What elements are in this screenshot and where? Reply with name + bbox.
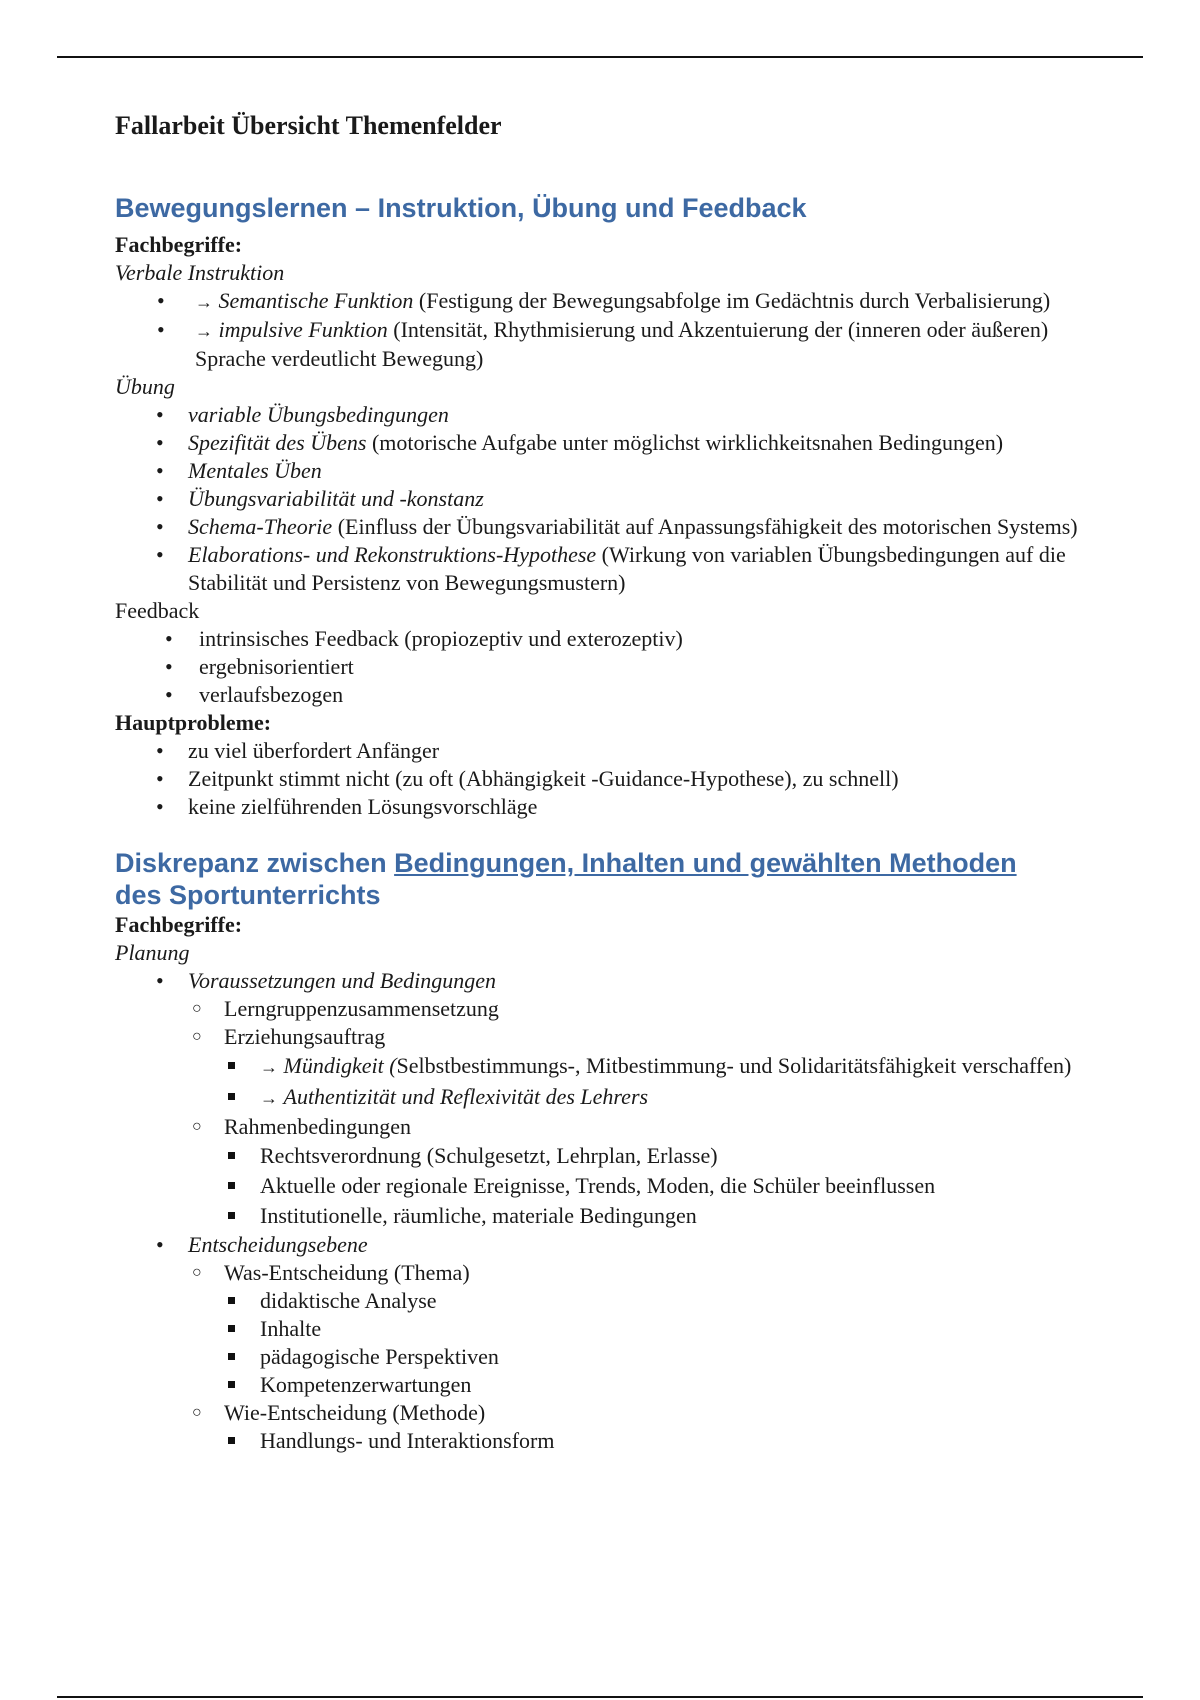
verbale-instruktion-label: Verbale Instruktion	[115, 260, 285, 285]
list-item: • ergebnisorientiert	[165, 654, 354, 679]
document-title: Fallarbeit Übersicht Themenfelder	[115, 111, 502, 140]
list-item: Rechtsverordnung (Schulgesetzt, Lehrplan, Erlasse)	[115, 1141, 1115, 1171]
list-item: • Zeitpunkt stimmt nicht (zu oft (Abhängigkeit -Guidance-Hypothese), zu schnell)	[156, 766, 899, 791]
list-item: → Authentizität und Reflexivität des Lehrers	[115, 1082, 1115, 1113]
list-item: Inhalte	[115, 1315, 1115, 1343]
top-rule	[57, 56, 1143, 58]
list-item: pädagogische Perspektiven	[115, 1343, 1115, 1371]
feedback-list	[115, 625, 1115, 709]
list-item: • variable Übungsbedingungen	[156, 402, 449, 427]
list-item: • Elaborations- und Rekonstruktions-Hypothese (Wirkung von variablen Übungsbedingungen auf die Stabilität und Persistenz von Bewegungsmustern)	[156, 542, 1066, 595]
document-page	[115, 110, 1115, 1455]
list-item: Institutionelle, räumliche, materiale Bedingungen	[115, 1201, 1115, 1231]
feedback-label: Feedback	[115, 598, 200, 623]
list-item: • Schema-Theorie (Einfluss der Übungsvariabilität auf Anpassungsfähigkeit des motorischen Systems)	[156, 514, 1078, 539]
fachbegriffe-label-2: Fachbegriffe:	[115, 912, 243, 937]
list-item: ○ Erziehungsauftrag	[192, 1024, 386, 1049]
verbale-list	[115, 287, 1115, 373]
list-item: • verlaufsbezogen	[165, 682, 344, 707]
list-item: ○ Rahmenbedingungen	[192, 1114, 411, 1139]
list-item: • Spezifität des Übens (motorische Aufgabe unter möglichst wirklichkeitsnahen Bedingungen)	[156, 430, 1004, 455]
list-item: → Mündigkeit (Selbstbestimmungs-, Mitbestimmung- und Solidaritätsfähigkeit verschaffen)	[115, 1051, 1115, 1082]
list-item: ○ Lerngruppenzusammensetzung	[192, 996, 499, 1021]
hauptprobleme-list	[115, 737, 1115, 821]
hauptprobleme-label: Hauptprobleme:	[115, 710, 272, 735]
list-item: • → Semantische Funktion (Festigung der Bewegungsabfolge im Gedächtnis durch Verbalisierung)	[157, 288, 1051, 313]
list-item: • Mentales Üben	[156, 458, 322, 483]
list-item: Aktuelle oder regionale Ereignisse, Trends, Moden, die Schüler beeinflussen	[115, 1171, 1115, 1201]
list-item: • Übungsvariabilität und -konstanz	[156, 486, 484, 511]
section1-heading: Bewegungslernen – Instruktion, Übung und Feedback	[115, 193, 807, 223]
planung-label: Planung	[115, 940, 190, 965]
list-item: • intrinsisches Feedback (propiozeptiv und exterozeptiv)	[165, 626, 683, 651]
list-item: Handlungs- und Interaktionsform	[115, 1427, 1115, 1455]
list-item: didaktische Analyse	[115, 1287, 1115, 1315]
planung-list	[115, 967, 1115, 1455]
list-item: • zu viel überfordert Anfänger	[156, 738, 440, 763]
fachbegriffe-label: Fachbegriffe:	[115, 232, 243, 257]
uebung-label: Übung	[115, 374, 175, 399]
bottom-rule	[57, 1696, 1143, 1698]
uebung-list	[115, 401, 1115, 597]
list-item: • Voraussetzungen und Bedingungen	[156, 968, 496, 993]
list-item: ○ Was-Entscheidung (Thema)	[192, 1260, 470, 1285]
list-item: • → impulsive Funktion (Intensität, Rhythmisierung und Akzentuierung der (inneren oder äußeren) Sprache verdeutlicht Bewegung)	[157, 317, 1049, 371]
heading-link[interactable]: Bedingungen, Inhalten und gewählten Methoden	[394, 848, 1017, 878]
list-item: • keine zielführenden Lösungsvorschläge	[156, 794, 538, 819]
list-item: • Entscheidungsebene	[156, 1232, 368, 1257]
section2-heading: Diskrepanz zwischen Bedingungen, Inhalten und gewählten Methoden des Sportunterrichts	[115, 848, 1017, 910]
list-item: ○ Wie-Entscheidung (Methode)	[192, 1400, 486, 1425]
list-item: Kompetenzerwartungen	[115, 1371, 1115, 1399]
